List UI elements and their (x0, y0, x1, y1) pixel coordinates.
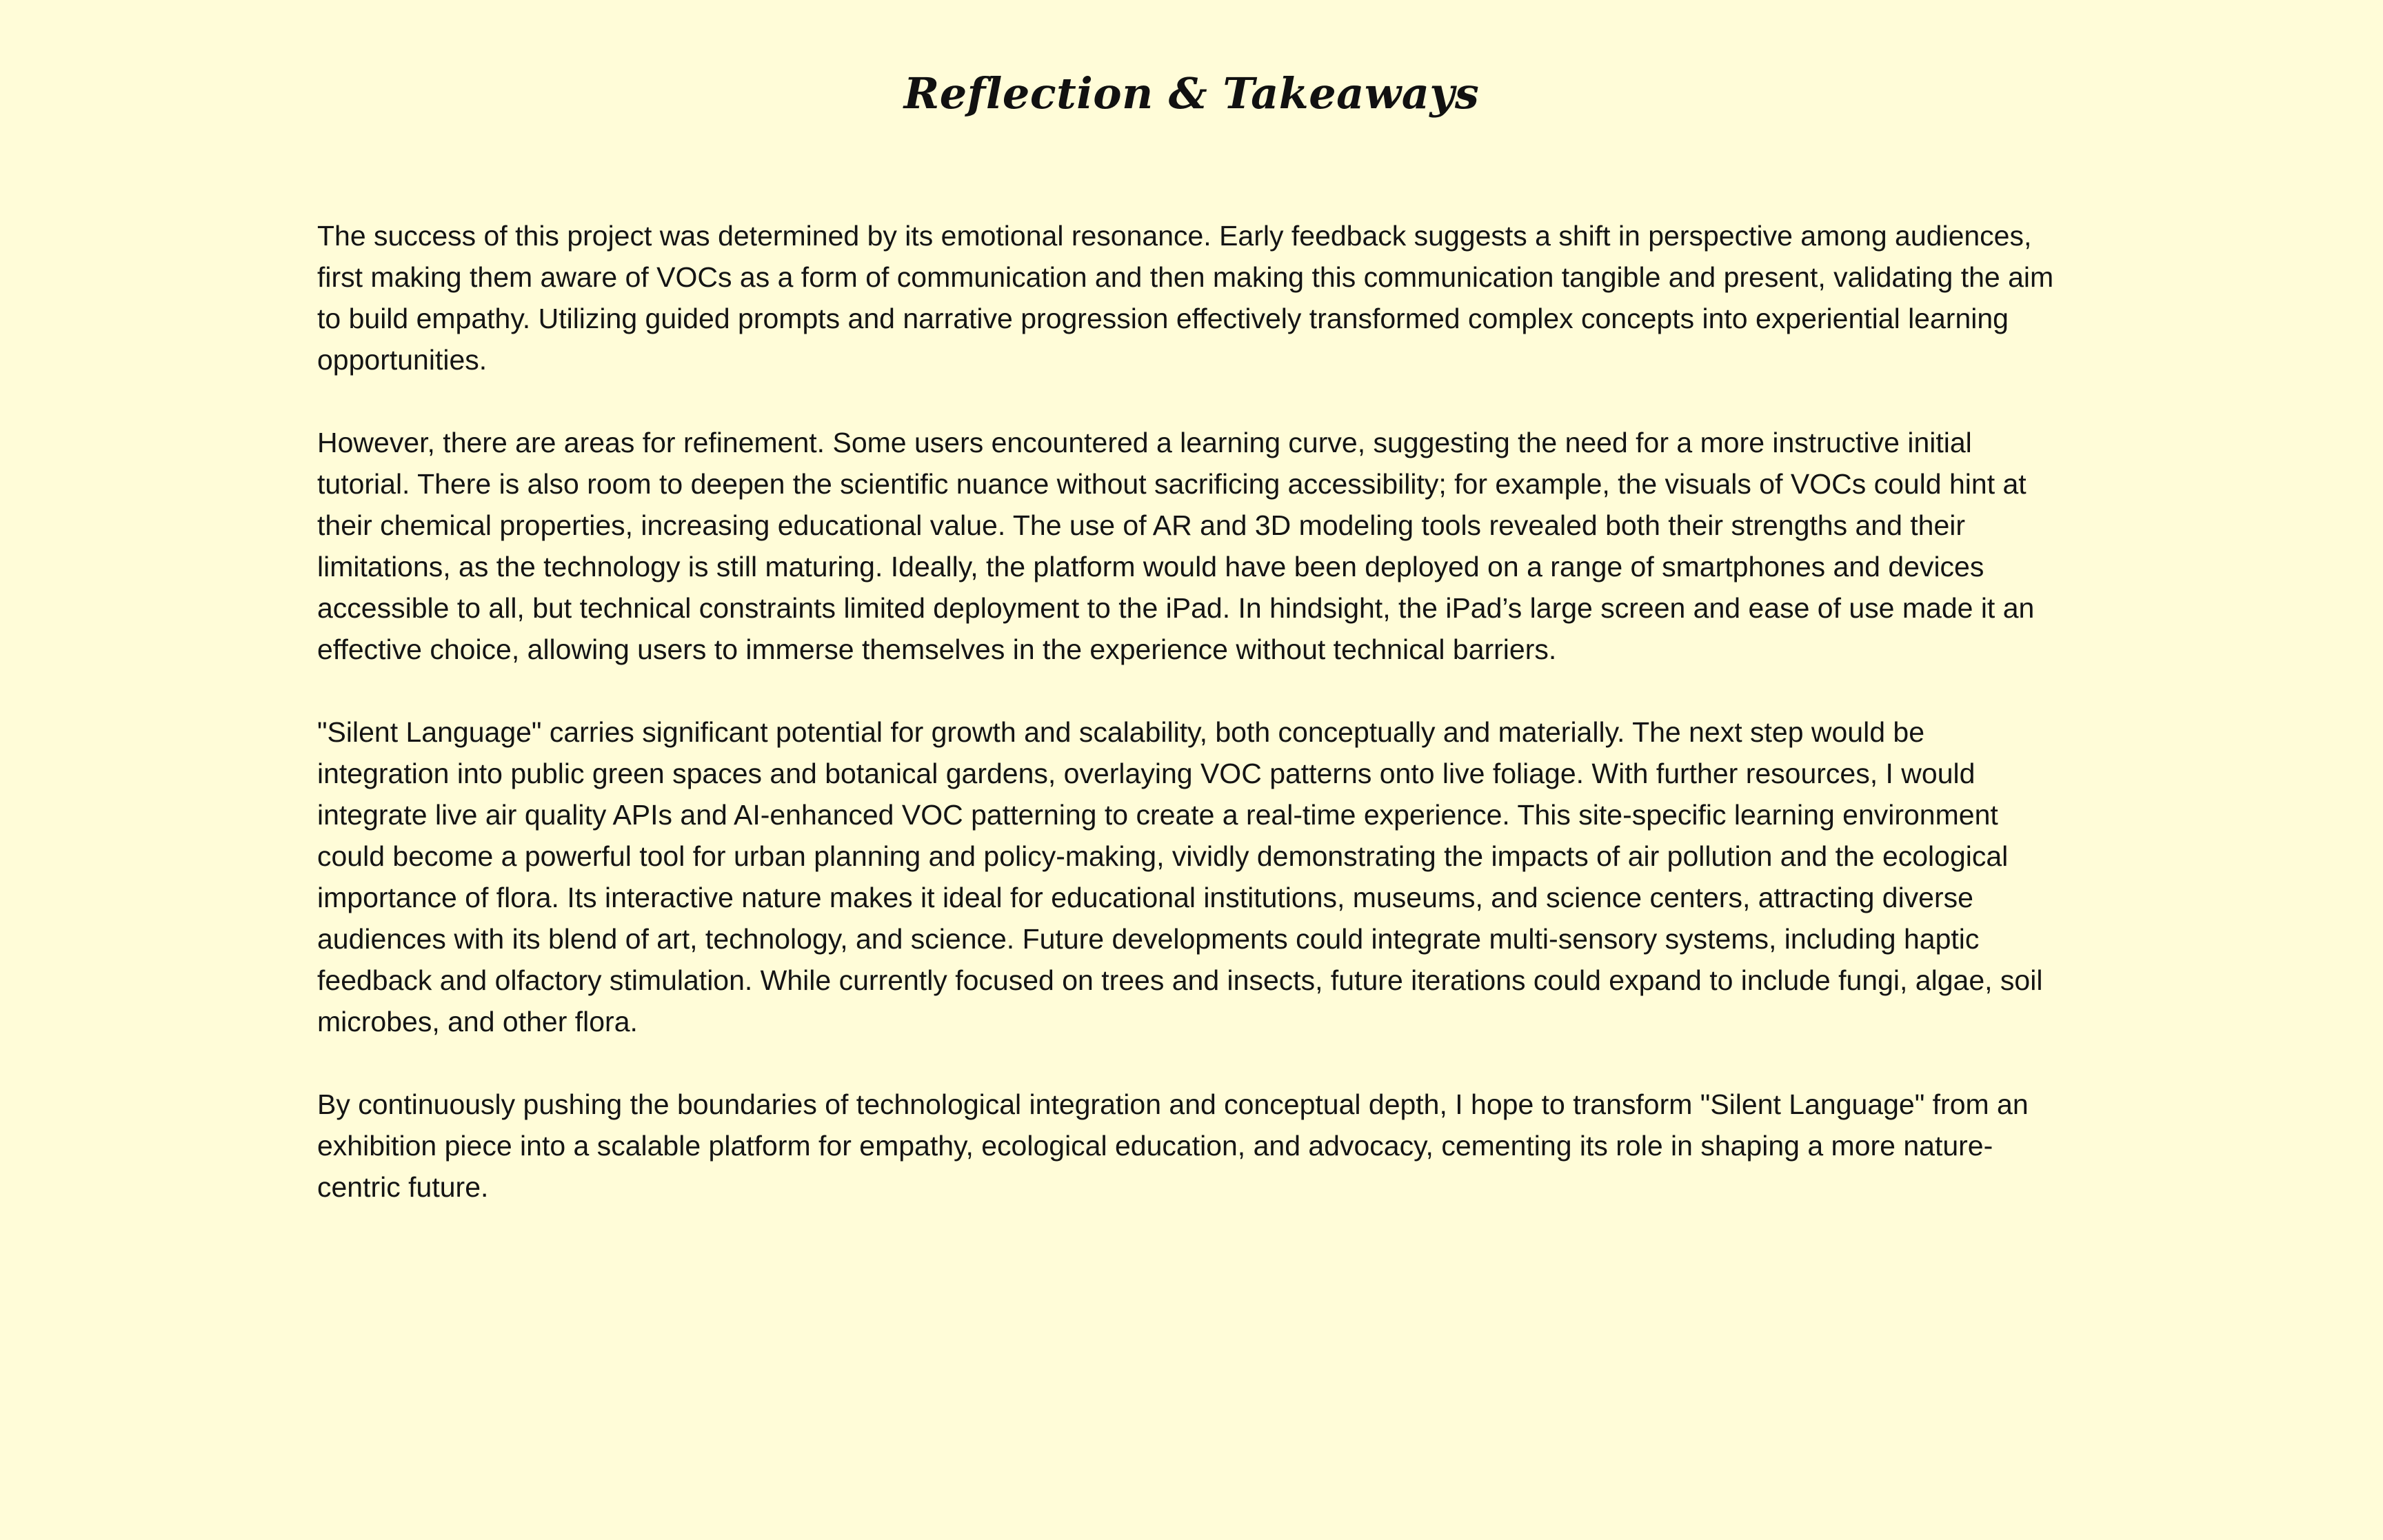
paragraph-growth-potential: "Silent Language" carries significant potential for growth and scalability, both conceptually and materially. The next step would be integration into public green spaces and botanical gardens, overlaying VOC patterns onto live foliage. With further resources, I would integrate live air quality APIs and AI-enhanced VOC patterning to create a real-time experience. This site-specific learning environment could become a powerful tool for urban planning and policy-making, vividly demonstrating the impacts of air pollution and the ecological importance of flora. Its interactive nature makes it ideal for educational institutions, museums, and science centers, attracting diverse audiences with its blend of art, technology, and science. Future developments could integrate multi-sensory systems, including haptic feedback and olfactory stimulation. While currently focused on trees and insects, future iterations could expand to include fungi, algae, soil microbes, and other flora. (317, 716, 2043, 1037)
paragraph-refinement: However, there are areas for refinement. Some users encountered a learning curve, suggesting the need for a more instructive initial tutorial. There is also room to deepen the scientific nuance without sacrificing accessibility; for example, the visuals of VOCs could hint at their chemical properties, increasing educational value. The use of AR and 3D modeling tools revealed both their strengths and their limitations, as the technology is still maturing. Ideally, the platform would have been deployed on a range of smartphones and devices accessible to all, but technical constraints limited deployment to the iPad. In hindsight, the iPad’s large screen and ease of use made it an effective choice, allowing users to immerse themselves in the experience without technical barriers. (317, 427, 2035, 665)
article-body (317, 215, 2059, 1249)
paragraph-emotional-resonance: The success of this project was determined by its emotional resonance. Early feedback suggests a shift in perspective among audiences, first making them aware of VOCs as a form of communication and then making this communication tangible and present, validating the aim to build empathy. Utilizing guided prompts and narrative progression effectively transformed complex concepts into experiential learning opportunities. (317, 220, 2054, 376)
page-title: Reflection & Takeaways (903, 68, 1480, 119)
paragraph-conclusion: By continuously pushing the boundaries of technological integration and conceptual depth, I hope to transform "Silent Language" from an exhibition piece into a scalable platform for empathy, ecological education, and advocacy, cementing its role in shaping a more nature-centric future. (317, 1088, 2029, 1203)
